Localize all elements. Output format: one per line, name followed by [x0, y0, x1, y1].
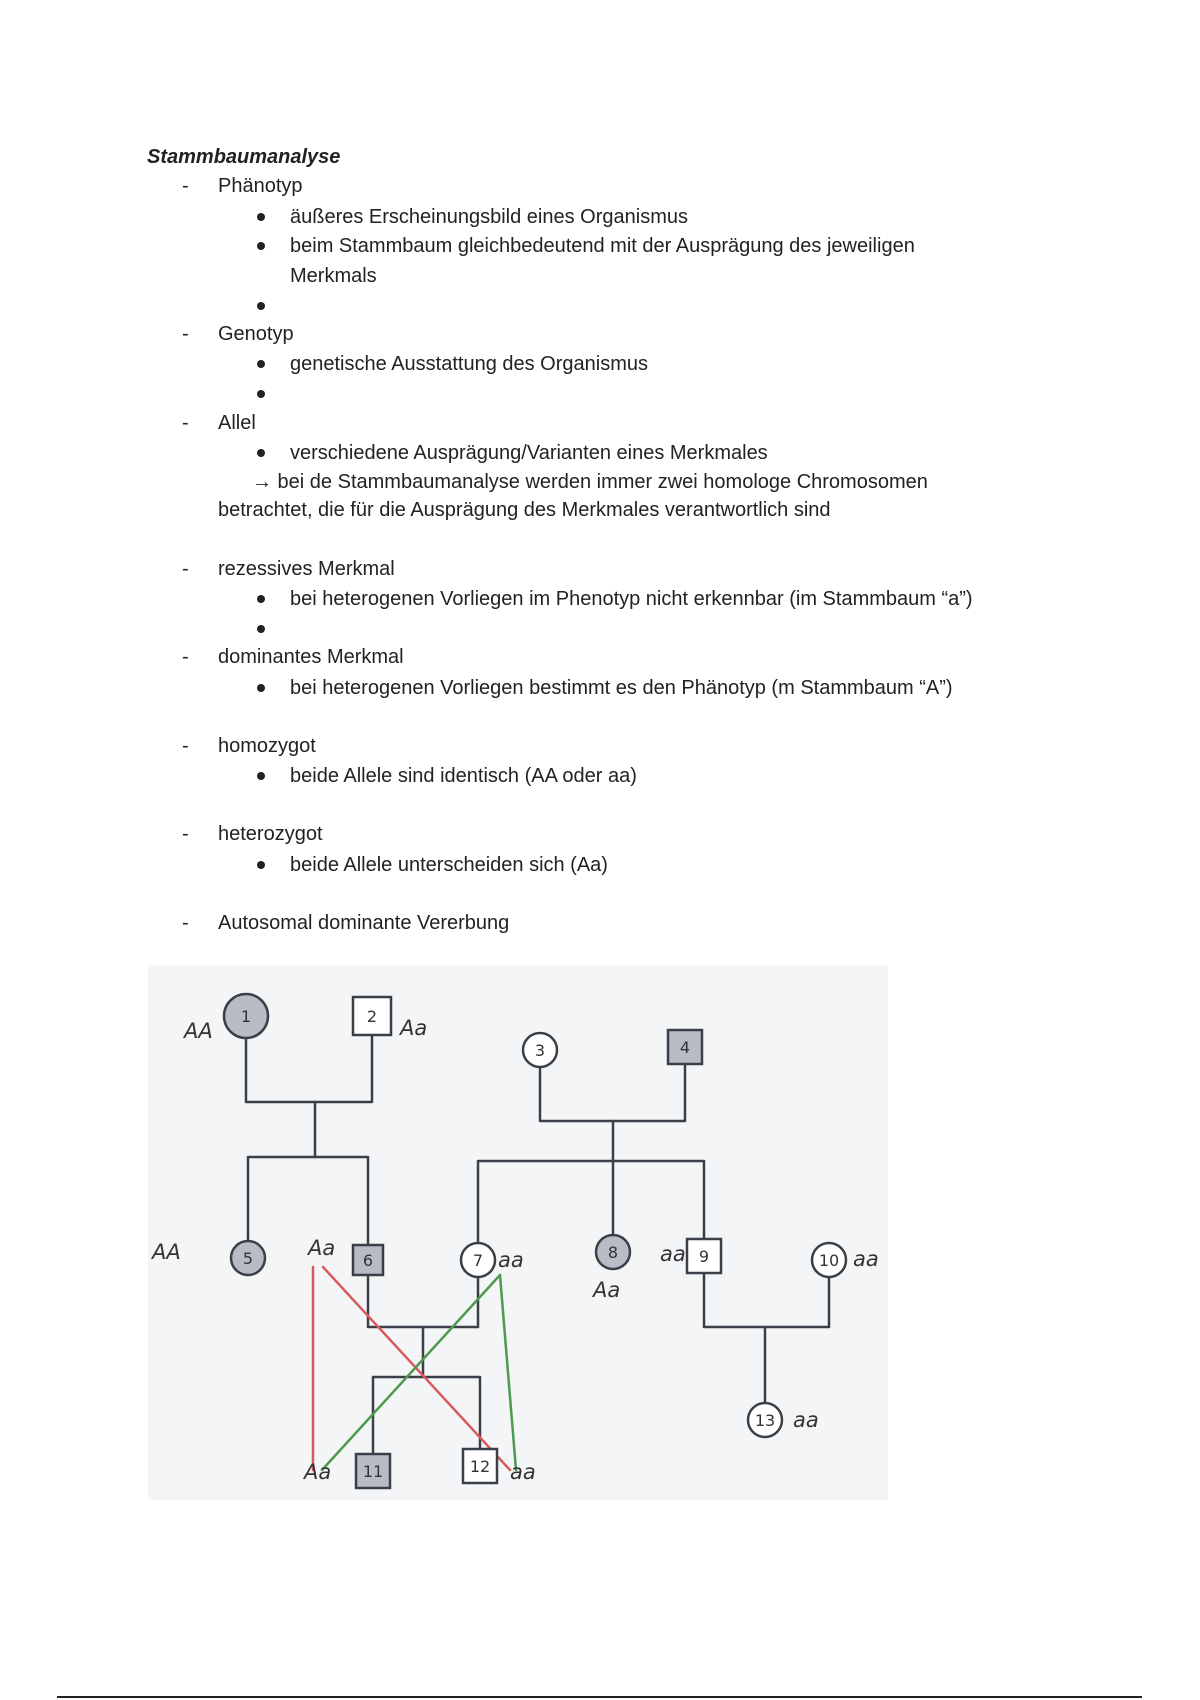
genotype-label-7: aa [498, 1248, 524, 1272]
bullet [257, 449, 265, 457]
genotype-label-8: Aa [593, 1278, 621, 1302]
pedigree-number-5: 5 [242, 1249, 254, 1268]
term-phaenotyp: Phänotyp [218, 175, 303, 197]
genotype-label-5: AA [152, 1240, 181, 1264]
term-genotyp: Genotyp [218, 323, 294, 345]
list-dash: - [182, 912, 189, 934]
bullet [257, 213, 265, 221]
list-dash: - [182, 735, 189, 757]
pedigree-number-1: 1 [240, 1007, 252, 1026]
rezessiv-bullet-1: bei heterogenen Vorliegen im Phenotyp nicht erkennbar (im Stammbaum “a”) [290, 588, 973, 610]
pedigree-number-7: 7 [472, 1251, 484, 1270]
term-homozygot: homozygot [218, 735, 316, 757]
bullet [257, 861, 265, 869]
genotyp-bullet-1: genetische Ausstattung des Organismus [290, 353, 648, 375]
footer-divider [57, 1696, 1142, 1698]
pedigree-number-2: 2 [366, 1007, 378, 1026]
genotype-label-12: aa [510, 1460, 536, 1484]
term-heterozygot: heterozygot [218, 823, 323, 845]
sibship-line-5-6 [248, 1157, 368, 1245]
term-allel: Allel [218, 412, 256, 434]
pedigree-number-13: 13 [754, 1411, 776, 1430]
list-dash: - [182, 323, 189, 345]
term-autosomal: Autosomal dominante Vererbung [218, 912, 510, 934]
couple-line-3-4 [540, 1064, 685, 1121]
homozygot-bullet-1: beide Allele sind identisch (AA oder aa) [290, 765, 637, 787]
genotype-label-10: aa [853, 1247, 879, 1271]
sibship-line-7-9 [478, 1161, 704, 1243]
pedigree-number-6: 6 [362, 1251, 374, 1270]
allel-bullet-1: verschiedene Ausprägung/Varianten eines Merkmales [290, 442, 768, 464]
phaenotyp-bullet-2-cont: Merkmals [290, 265, 377, 287]
couple-line-6-7 [368, 1275, 478, 1327]
phaenotyp-bullet-2: beim Stammbaum gleichbedeutend mit der Ausprägung des jeweiligen [290, 235, 915, 257]
list-dash: - [182, 646, 189, 668]
allele-line-green [500, 1275, 516, 1470]
term-rezessiv: rezessives Merkmal [218, 558, 395, 580]
genotype-label-2: Aa [400, 1016, 428, 1040]
empty-bullet [257, 302, 265, 310]
phaenotyp-bullet-1: äußeres Erscheinungsbild eines Organismus [290, 206, 688, 228]
pedigree-number-10: 10 [818, 1251, 840, 1270]
sibship-line-11-12 [373, 1377, 480, 1454]
pedigree-figure [148, 965, 888, 1500]
genotype-label-1: AA [184, 1019, 213, 1043]
allele-line-green [322, 1275, 500, 1470]
list-dash: - [182, 823, 189, 845]
pedigree-number-11: 11 [362, 1462, 384, 1481]
pedigree-number-9: 9 [698, 1247, 710, 1266]
allel-note-line-2: betrachtet, die für die Ausprägung des Merkmales verantwortlich sind [218, 499, 831, 521]
list-dash: - [182, 558, 189, 580]
dominant-bullet-1: bei heterogenen Vorliegen bestimmt es den Phänotyp (m Stammbaum “A”) [290, 677, 953, 699]
genotype-label-13: aa [793, 1408, 819, 1432]
genotype-label-6: Aa [308, 1236, 336, 1260]
allel-note-line-1: → bei de Stammbaumanalyse werden immer zwei homologe Chromosomen [252, 471, 928, 493]
bullet [257, 772, 265, 780]
bullet [257, 684, 265, 692]
empty-bullet [257, 625, 265, 633]
bullet [257, 242, 265, 250]
term-dominant: dominantes Merkmal [218, 646, 404, 668]
couple-line-1-2 [246, 1035, 372, 1102]
heterozygot-bullet-1: beide Allele unterscheiden sich (Aa) [290, 854, 608, 876]
pedigree-number-12: 12 [469, 1457, 491, 1476]
pedigree-number-3: 3 [534, 1041, 546, 1060]
list-dash: - [182, 175, 189, 197]
bullet [257, 360, 265, 368]
bullet [257, 595, 265, 603]
pedigree-number-4: 4 [679, 1038, 691, 1057]
couple-line-9-10 [704, 1273, 829, 1327]
pedigree-chart [148, 965, 888, 1500]
genotype-label-9: aa [660, 1242, 686, 1266]
genotype-label-11: Aa [304, 1460, 332, 1484]
list-dash: - [182, 412, 189, 434]
empty-bullet [257, 390, 265, 398]
pedigree-number-8: 8 [607, 1243, 619, 1262]
document-title: Stammbaumanalyse [147, 146, 341, 168]
